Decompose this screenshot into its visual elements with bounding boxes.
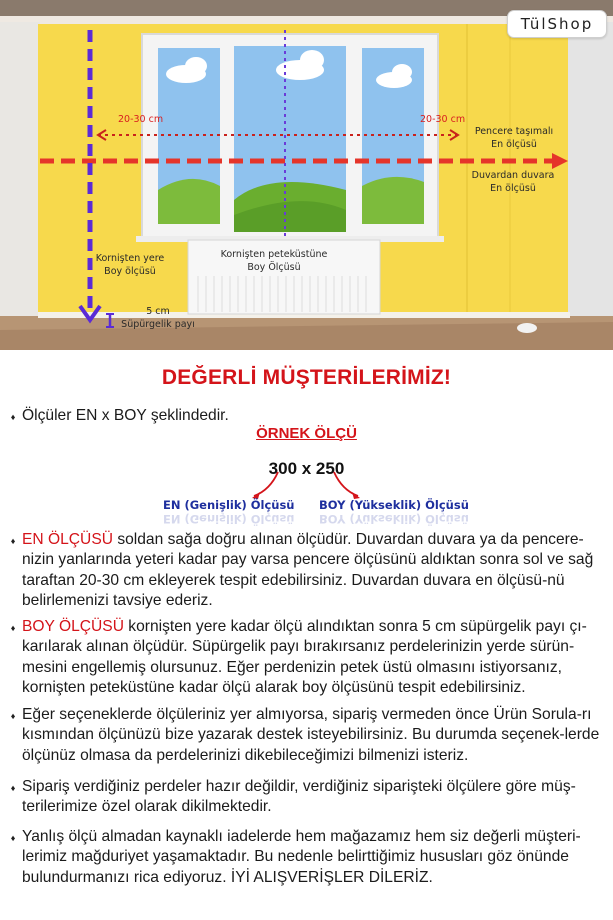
bullet-icon: ♦ — [10, 833, 16, 843]
height-info-item — [4, 617, 609, 698]
right-wall — [568, 22, 613, 332]
options-info-text: Eğer seçeneklerde ölçüleriniz yer almıyorsa, sipariş vermeden önce Ürün Sorula-rı kısmından ölçünüzü bize yazarak destek isteyebilirsiniz. Bu durumda seçenek-lerde ölçünüz olmasa da perdelerinizi dikebileceğimizi bilmenizi isteriz. — [22, 706, 600, 764]
left-wall — [0, 22, 40, 332]
radiator-height-label: Kornişten peteküstüne Boy Ölçüsü — [220, 249, 328, 273]
wall-width-label: Duvardan duvara En ölçüsü — [471, 170, 555, 194]
width-pointer-arrow — [254, 472, 278, 496]
example-title: ÖRNEK ÖLÇÜ — [256, 425, 357, 442]
floor-height-label: Kornişten yere Boy ölçüsü — [95, 253, 165, 277]
bullet-icon: ♦ — [10, 623, 16, 633]
example-arrows — [0, 468, 613, 508]
example-value: 300 x 250 — [268, 459, 345, 478]
brand-logo: TülShop — [507, 10, 607, 38]
intro-text: Ölçüler EN x BOY şeklindedir. — [22, 407, 229, 424]
width-info-text: EN ÖLÇÜSÜ soldan sağa doğru alınan ölçüdür. Duvardan duvara ya da pencere-nizin yanlarında yeteri kadar pay varsa pencere ölçüsünü aldıktan sonra sol ve sağ taraftan 20-30 cm ekleyerek tespit edebilirsiniz. Duvardan duvara en ölçüsü-nü belirlemenizi tavsiye ederiz. — [22, 531, 594, 609]
right-margin-label: 20-30 cm — [420, 114, 466, 125]
bullet-icon: ♦ — [10, 783, 16, 793]
hills — [158, 177, 424, 232]
options-info-item — [4, 705, 609, 766]
window-width-label: Pencere taşımalı En ölçüsü — [474, 126, 554, 150]
baseboard-label: 5 cm Süpürgelik payı — [121, 306, 195, 330]
height-dimension-label: BOY (Yükseklik) Ölçüsü BOY (Yükseklik) Ölçüsü — [319, 498, 469, 526]
left-margin-label: 20-30 cm — [118, 114, 164, 125]
width-dimension-label: EN (Genişlik) Ölçüsü EN (Genişlik) Ölçüsü — [163, 498, 295, 526]
returns-info-item — [4, 827, 609, 888]
height-info-text: BOY ÖLÇÜSÜ kornişten yere kadar ölçü alındıktan sonra 5 cm süpürgelik payı çı-karılarak alınan ölçüdür. Süpürgelik payı bırakırsanız perdelerinizin yerde sürün-mesini engellemiş olursunuz. Eğer perdenizin petek üstü olmasını istiyorsanız, kornişten peteküstüne kadar ölçü alarak boy ölçüsünü tespit edebilirsiniz. — [22, 618, 587, 696]
page-headline: DEĞERLİ MÜŞTERİLERİMİZ! — [161, 366, 452, 389]
width-info-item — [4, 530, 609, 611]
custom-order-item — [4, 777, 609, 818]
returns-info-text: Yanlış ölçü almadan kaynaklı iadelerde hem mağazamız hem siz değerli müşteri-lerimiz mağduriyet yaşamaktadır. Bu nedenle belirttiğimiz hususları göz önünde bulundurmanızı rica ediyoruz. İYİ ALIŞVERİŞLER DİLERİZ. — [22, 828, 581, 886]
custom-order-text: Sipariş verdiğiniz perdeler hazır değildir, verdiğiniz siparişteki ölçülere göre müş-terilerimize özel olarak dikilmektedir. — [22, 778, 576, 816]
bullet-icon: ♦ — [10, 536, 16, 546]
bullet-icon: ♦ — [10, 412, 16, 422]
height-pointer-arrow — [334, 472, 358, 496]
measurement-illustration — [0, 0, 613, 350]
bullet-icon: ♦ — [10, 711, 16, 721]
intro-item — [4, 406, 609, 427]
